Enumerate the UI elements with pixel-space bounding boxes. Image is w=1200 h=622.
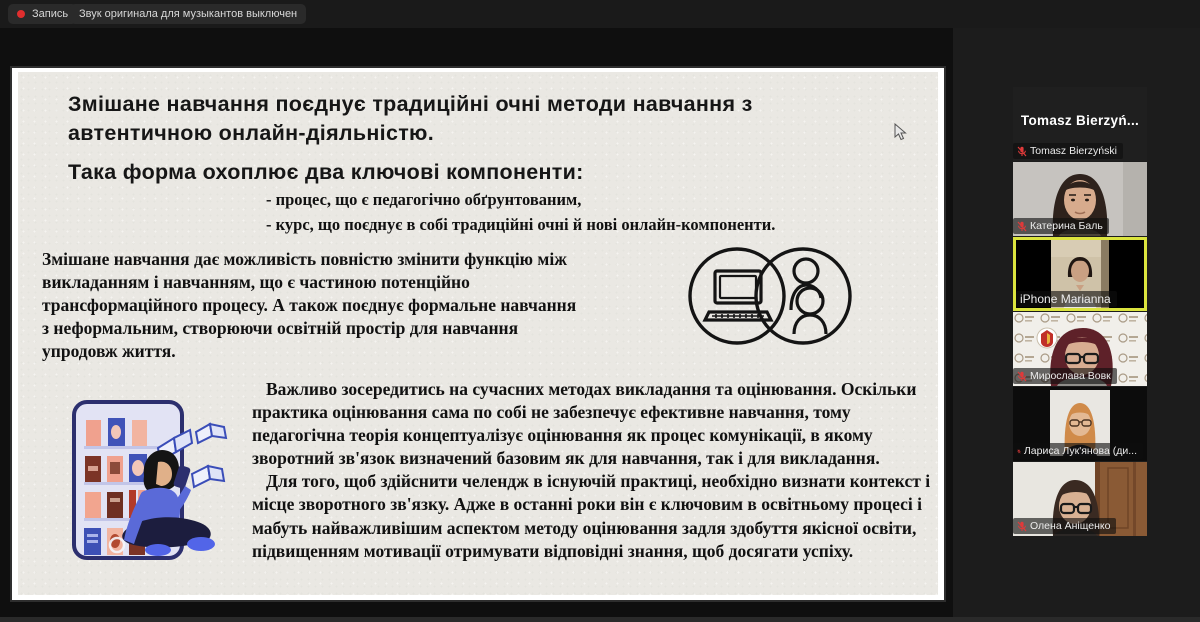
- participant-name: Катерина Баль: [1030, 220, 1103, 232]
- participant-center-name: Tomasz Bierzyń...: [1020, 113, 1140, 128]
- participant-tile-myroslava[interactable]: [1013, 312, 1147, 386]
- mic-muted-icon: [1017, 221, 1027, 232]
- participant-tile-larysa[interactable]: [1013, 387, 1147, 461]
- banner-label: Звук оригинала для музыкантов выключен: [79, 8, 298, 20]
- venn-diagram-blended-learning-icon: [682, 238, 860, 354]
- bullet-item: - курс, що поєднує в собі традиційні очні й нові онлайн-компоненти.: [266, 214, 776, 234]
- slide-subtitle: Така форма охоплює два ключові компоненти:: [68, 160, 584, 184]
- slide-right-paragraphs: [252, 378, 944, 563]
- participant-name: Лариса Лук'янова (ди...: [1023, 445, 1137, 457]
- participant-name-tag: [1013, 443, 1143, 459]
- slide-paper: [18, 72, 938, 595]
- participant-name-tag: [1013, 518, 1116, 534]
- participants-sidebar: [953, 28, 1200, 622]
- taskbar-edge: [0, 617, 1200, 622]
- participant-name: Мирослава Вовк: [1030, 370, 1111, 382]
- slide-title: Змішане навчання поєднує традиційні очні методи навчання з автентичною онлайн-діяльністю.: [68, 92, 753, 145]
- meeting-topbar: [0, 0, 1200, 28]
- participant-name-tag: [1013, 218, 1109, 234]
- participant-tile-katerina[interactable]: [1013, 162, 1147, 236]
- participant-name: Tomasz Bierzyński: [1030, 145, 1117, 157]
- mic-muted-icon: [1017, 371, 1027, 382]
- recording-label: Запись: [32, 8, 69, 20]
- participant-tile-marianna-active[interactable]: [1013, 237, 1147, 311]
- slide-bullets: [266, 188, 775, 238]
- participant-name-tag: [1013, 143, 1123, 159]
- mic-muted-icon: [1017, 446, 1021, 457]
- participant-name: iPhone Marianna: [1020, 292, 1111, 306]
- participant-name-tag: [1016, 291, 1117, 307]
- laptop-icon: [705, 271, 771, 320]
- screen-share-area: [0, 28, 953, 622]
- participant-tile-olena[interactable]: [1013, 462, 1147, 536]
- participant-name-tag: [1013, 368, 1117, 384]
- recording-indicator: [8, 4, 77, 24]
- slide-left-paragraph: Змішане навчання дає можливість повністю змінити функцію між викладанням і навчанням, що є частиною потенційно трансформаційного процесу. А також поєднує формальне навчання з неформальним, створюючи освітній простір для навчання упродовж життя.: [42, 249, 577, 362]
- participant-name: Олена Аніщенко: [1030, 520, 1111, 532]
- participant-tile-tomasz[interactable]: [1013, 87, 1147, 161]
- paragraph-modern-methods: Важливо зосередитись на сучасних методах викладання та оцінювання. Оскільки практика оцінювання сама по собі не забезпечує ефективне навчання, тому педагогічна теорія концептуалізує оцінювання як процес комунікації, в якому зворотний зв'язок визначений базовим як для навчання, так і для викладання.: [252, 379, 917, 469]
- paragraph-challenge: Для того, щоб здійснити челендж в існуючій практиці, необхідно визнати контекст і місце зворотного зв'язку. Адже в останні роки він є ключовим в освітньому процесі і мабуть найважливішим аспектом методу оцінювання задля здобуття якісної освіти, підвищенням мотивації отримувати відповідні знання, щоб досягати успіху.: [252, 471, 931, 561]
- mic-muted-icon: [1017, 521, 1027, 532]
- record-dot-icon: [17, 10, 25, 18]
- bullet-item: - процес, що є педагогічно обґрунтованим,: [266, 190, 582, 209]
- presentation-slide: [10, 66, 946, 602]
- mobile-library-illustration: [58, 388, 263, 593]
- mic-muted-icon: [1017, 146, 1027, 157]
- people-icon: [791, 259, 826, 334]
- mouse-cursor-icon: [893, 123, 907, 141]
- original-sound-banner: [70, 4, 306, 24]
